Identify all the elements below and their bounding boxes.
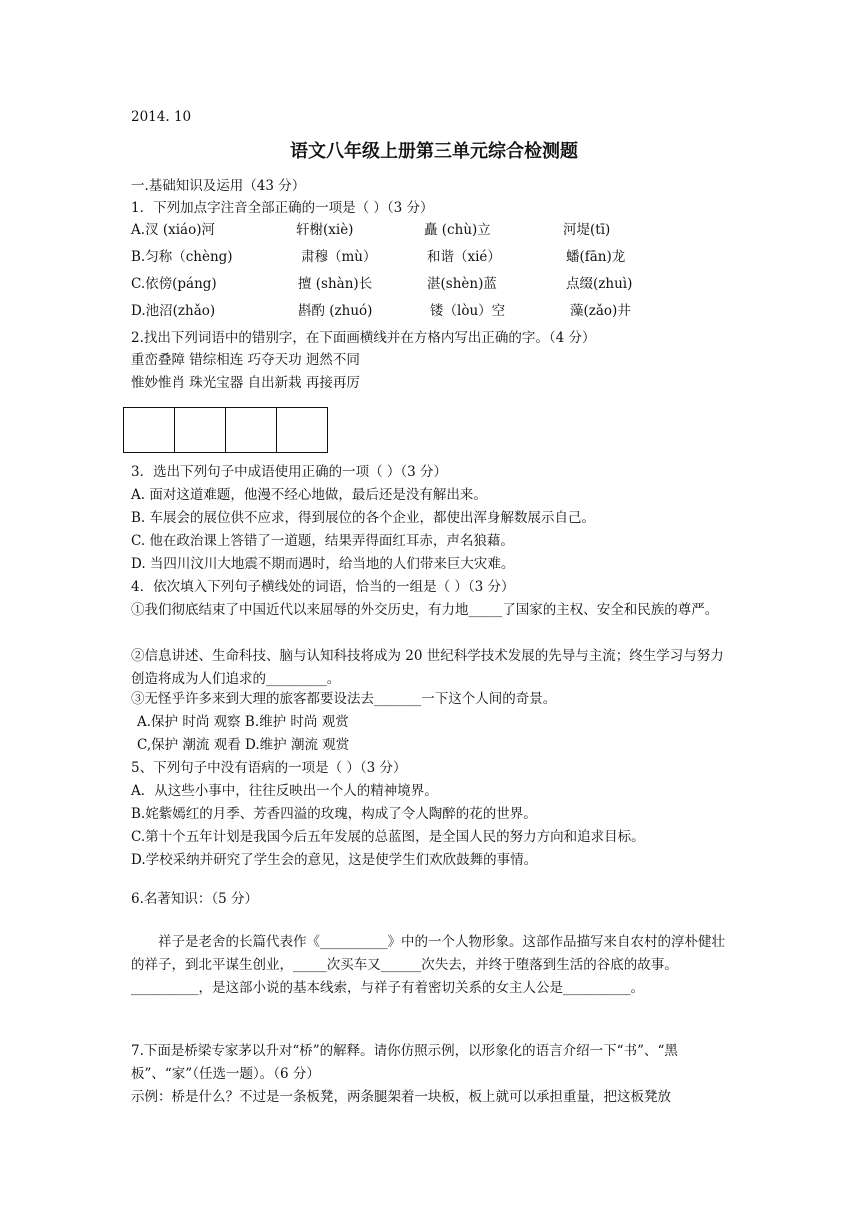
q1-option-b-1: B.匀称（chèng) xyxy=(131,249,233,265)
q4-options-line-2: C,保护 潮流 观看 D.维护 潮流 观赏 xyxy=(137,737,350,753)
q6-body: 祥子是老舍的长篇代表作《__________》中的一个人物形象。这部作品描写来自农村的淳朴健壮的祥子，到北平谋生创业，_____次买车又______次失去，并终于堕落到生活的谷底的故事。__________，是这部小说的基本线索，与祥子有着密切关系的女主人公是__________。 xyxy=(131,934,725,996)
answer-box[interactable] xyxy=(277,408,328,453)
answer-box[interactable] xyxy=(124,408,175,453)
q2-words-line-2: 惟妙惟肖 珠光宝器 自出新栽 再接再厉 xyxy=(131,375,360,391)
q1-option-c-4: 点缀(zhuì) xyxy=(566,276,633,292)
q1-option-d-2: 斟酌 (zhuó) xyxy=(298,303,373,319)
q1-option-d-3: 镂（lòu）空 xyxy=(430,303,506,319)
q1-option-d-4: 藻(zǎo)井 xyxy=(570,303,631,319)
q1-option-d-1: D.池沼(zhǎo) xyxy=(131,303,216,319)
q1-option-c-2: 擅 (shàn)长 xyxy=(298,276,373,292)
q1-option-a-4: 河堤(tī) xyxy=(563,222,611,238)
q1-option-a-1: A.汊 (xiáo)河 xyxy=(131,222,215,238)
q4-sentence-3: ③无怪乎许多来到大理的旅客都要设法去_______一下这个人间的奇景。 xyxy=(131,691,557,707)
q2-stem: 2.找出下列词语中的错别字，在下面画横线并在方格内写出正确的字。（4 分） xyxy=(131,330,596,346)
q2-words-line-1: 重峦叠障 错综相连 巧夺天功 迥然不同 xyxy=(131,352,360,368)
answer-grid xyxy=(123,407,328,453)
q3-stem: 3．选出下列句子中成语使用正确的一项（ ）（3 分） xyxy=(131,464,448,480)
q1-option-a-2: 轩榭(xiè) xyxy=(296,222,354,238)
q6-stem: 6.名著知识：（5 分） xyxy=(131,891,259,907)
q1-option-c-1: C.依傍(páng) xyxy=(131,276,217,292)
answer-box[interactable] xyxy=(226,408,277,453)
q5-option-b: B.姹紫嫣红的月季、芳香四溢的玫瑰，构成了令人陶醉的花的世界。 xyxy=(131,806,537,822)
q3-option-c: C. 他在政治课上答错了一道题，结果弄得面红耳赤，声名狼藉。 xyxy=(131,533,514,549)
q1-stem: 1．下列加点字注音全部正确的一项是（ ）（3 分） xyxy=(131,200,434,216)
q1-option-c-3: 湛(shèn)蓝 xyxy=(427,276,497,292)
q3-option-a: A. 面对这道难题，他漫不经心地做，最后还是没有解出来。 xyxy=(131,487,487,503)
q1-option-b-3: 和谐（xié） xyxy=(427,249,501,265)
q5-option-a: A．从这些小事中，往往反映出一个人的精神境界。 xyxy=(131,783,438,799)
q1-option-b-2: 肃穆（mù） xyxy=(301,249,377,265)
q7-stem: 7.下面是桥梁专家茅以升对“桥”的解释。请你仿照示例，以形象化的语言介绍一下“书”、“黑板”、“家”（任选一题）。（6 分） xyxy=(131,1043,678,1082)
answer-box[interactable] xyxy=(175,408,226,453)
q3-option-d: D. 当四川汶川大地震不期而遇时，给当地的人们带来巨大灾难。 xyxy=(131,556,515,572)
q4-stem: 4．依次填入下列句子横线处的词语，恰当的一组是（ ）（3 分） xyxy=(131,579,515,595)
exam-date: 2014. 10 xyxy=(131,109,192,125)
q1-option-a-3: 矗 (chù)立 xyxy=(424,222,491,238)
q4-sentence-1: ①我们彻底结束了中国近代以来屈辱的外交历史，有力地_____了国家的主权、安全和民族的尊严。 xyxy=(131,602,719,618)
q1-option-b-4: 蟠(fān)龙 xyxy=(566,249,626,265)
section-heading: 一.基础知识及运用（43 分） xyxy=(131,178,306,194)
q7-example: 示例：桥是什么？不过是一条板凳，两条腿架着一块板，板上就可以承担重量，把这板凳放 xyxy=(131,1089,671,1105)
q5-option-c: C.第十个五年计划是我国今后五年发展的总蓝图，是全国人民的努力方向和追求目标。 xyxy=(131,829,645,845)
q5-option-d: D.学校采纳并研究了学生会的意见，这是使学生们欢欣鼓舞的事情。 xyxy=(131,852,538,868)
q5-stem: 5、下列句子中没有语病的一项是（ ）（3 分） xyxy=(131,760,407,776)
q3-option-b: B. 车展会的展位供不应求，得到展位的各个企业，都使出浑身解数展示自己。 xyxy=(131,510,596,526)
q4-options-line-1: A.保护 时尚 观察 B.维护 时尚 观赏 xyxy=(137,714,349,730)
exam-title: 语文八年级上册第三单元综合检测题 xyxy=(290,141,578,162)
q4-sentence-2: ②信息讲述、生命科技、脑与认知科技将成为 20 世纪科学技术发展的先导与主流；终生学习与努力创造将成为人们追求的_________。 xyxy=(131,648,724,687)
